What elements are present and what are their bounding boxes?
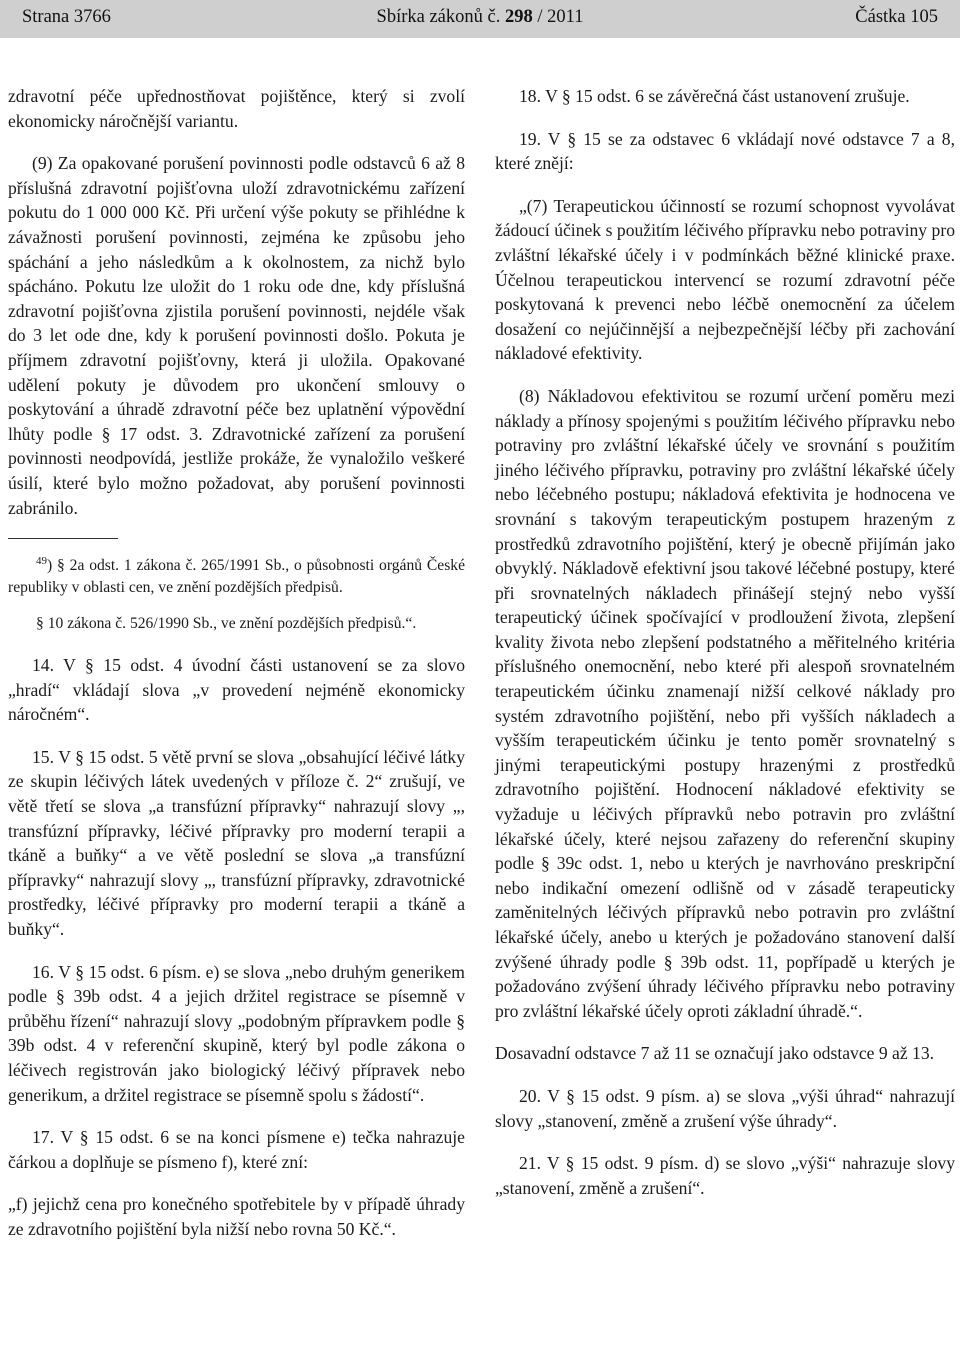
right-column bbox=[495, 84, 955, 1200]
left-column bbox=[8, 84, 465, 1242]
point-14: 14. V § 15 odst. 4 úvodní části ustanovení se za slovo „hradí“ vkládají slova „v provedení nejméně ekonomicky náročném“. bbox=[8, 655, 465, 725]
point-17-letter-f: „f) jejichž cena pro konečného spotřebitele by v případě úhrady ze zdravotního pojištění byla nižší nebo rovna 50 Kč.“. bbox=[8, 1194, 465, 1239]
page-header bbox=[0, 0, 960, 38]
law-year: / 2011 bbox=[537, 7, 584, 27]
point-15: 15. V § 15 odst. 5 větě první se slova „obsahující léčivé látky ze skupin léčivých látek uvedených v příloze č. 2“ zrušují, ve větě třetí se slova „a transfúzní přípravky“ nahrazují slovy „, transfúzní přípravky, léčivé přípravky pro moderní terapii a tkáně a buňky“ a ve větě poslední se slova „a transfúzní přípravky“ nahrazují slovy „, transfúzní přípravky, zdravotnické prostředky, léčivé přípravky pro moderní terapii a tkáně a buňky“. bbox=[8, 746, 465, 940]
paragraph-continuation: zdravotní péče upřednostňovat pojištěnce, který si zvolí ekonomicky náročnější variantu. bbox=[8, 86, 465, 131]
collection-label: Sbírka zákonů č. bbox=[376, 7, 501, 27]
collection-title bbox=[0, 7, 960, 28]
footnote-marker: 49 bbox=[36, 554, 47, 567]
paragraph-9: (9) Za opakované porušení povinnosti podle odstavců 6 až 8 příslušná zdravotní pojišťovna uloží zdravotnickému zařízení pokutu do 1 000 000 Kč. Při určení výše pokuty se přihlédne k závažnosti porušení povinnosti, zejména ke způsobu jeho spáchání a jeho následkům a k okolnostem, za nichž bylo spácháno. Pokutu lze uložit do 1 roku ode dne, kdy příslušná zdravotní pojišťovna zjistila porušení povinnosti, nejdéle však do 3 let ode dne, kdy k porušení povinnosti došlo. Pokuta je příjmem zdravotní pojišťovny, která ji uložila. Opakované udělení pokuty je důvodem pro ukončení smlouvy o poskytování a úhradě zdravotní péče bez uplatnění výpovědní lhůty podle § 17 odst. 3. Zdravotnické zařízení za porušení povinnosti neodpovídá, jestliže prokáže, že vynaložilo veškeré úsilí, které bylo možno požadovat, aby porušení povinnosti zabránilo. bbox=[8, 153, 465, 518]
point-19: 19. V § 15 se za odstavec 6 vkládají nové odstavce 7 a 8, které znějí: bbox=[495, 128, 955, 174]
law-number: 298 bbox=[504, 7, 533, 27]
part-number: Částka 105 bbox=[855, 7, 938, 27]
renumbering-note: Dosavadní odstavce 7 až 11 se označují jako odstavce 9 až 13. bbox=[495, 1043, 935, 1064]
page-number: Strana 3766 bbox=[22, 7, 111, 27]
point-20: 20. V § 15 odst. 9 písm. a) se slova „výši úhrad“ nahrazují slovy „stanovení, změně a zrušení výše úhrady“. bbox=[495, 1085, 955, 1131]
paragraph-8: (8) Nákladovou efektivitou se rozumí určení poměru mezi náklady a přínosy spojenými s použitím léčivého přípravku nebo potraviny pro zvláštní lékařské účely ve srovnání s použitím jiného léčivého přípravku, potraviny pro zvláštní lékařské účely nebo léčebného postupu; nákladová efektivita je hodnocena ve srovnání s takovým terapeutickým postupem hrazeným z prostředků zdravotního pojištění, který je obecně přijímán jako obvyklý. Nákladově efektivní jsou takové léčebné postupy, které při srovnatelných nákladech přinášejí stejný nebo vyšší terapeutický účinek spočívající v prodloužení života, zlepšení kvality života nebo zlepšení podstatného a měřitelného kritéria příslušného onemocnění, nebo které při alespoň srovnatelném terapeutickém účinku znamenají nižší celkové náklady pro systém zdravotního pojištění, nebo při vyšších nákladech a vyšším terapeutickém účinku je tento poměr srovnatelný s jinými terapeutickými postupy hrazenými z prostředků zdravotního pojištění. Hodnocení nákladové efektivity se vyžaduje u léčivých přípravků nebo potravin pro zvláštní lékařské účely, které nejsou zařazeny do referenční skupiny podle § 39c odst. 1, nebo u kterých je navrhováno preskripční nebo indikační omezení odlišně od v zásadě terapeuticky zaměnitelných léčivých přípravků nebo potravin pro zvláštní lékařské účely, anebo u kterých je požadováno stanovení další zvýšené úhrady podle § 39b odst. 11, popřípadě u kterých je požadováno zvýšení úhrady léčivého přípravku nebo potraviny pro zvláštní lékařské účely oproti základní úhradě.“. bbox=[495, 385, 955, 1021]
point-16: 16. V § 15 odst. 6 písm. e) se slova „nebo druhým generikem podle § 39b odst. 4 a jejich držitel registrace se písemně v průběhu řízení“ nahrazují slovy „podobným přípravkem podle § 39b odst. 4 v referenční skupině, který byl podle zákona o léčivech registrován jako biologický léčivý přípravek nebo generikum, a držitel registrace se písemně spolu s žádostí“. bbox=[8, 961, 465, 1105]
point-21: 21. V § 15 odst. 9 písm. d) se slovo „výši“ nahrazuje slovy „stanovení, změně a zrušení“. bbox=[495, 1153, 955, 1198]
footnote-49-text: ) § 2a odst. 1 zákona č. 265/1991 Sb., o působnosti orgánů České republiky v oblasti cen, ve znění pozdějších předpisů. bbox=[8, 557, 465, 597]
point-17: 17. V § 15 odst. 6 se na konci písmene e) tečka nahrazuje čárkou a doplňuje se písmeno f), které zní: bbox=[8, 1127, 465, 1172]
footnote-49 bbox=[8, 555, 465, 599]
footnote-divider bbox=[8, 538, 118, 539]
footnote-continuation: § 10 zákona č. 526/1990 Sb., ve znění pozdějších předpisů.“. bbox=[36, 615, 417, 633]
point-18: 18. V § 15 odst. 6 se závěrečná část ustanovení zrušuje. bbox=[519, 86, 910, 106]
paragraph-7: „(7) Terapeutickou účinností se rozumí schopnost vyvolávat žádoucí účinek s použitím léčivého přípravku nebo potraviny pro zvláštní lékařské účely i v podmínkách běžné klinické praxe. Účelnou terapeutickou intervencí se rozumí zdravotní péče poskytovaná k prevenci nebo léčbě onemocnění za účelem dosažení co nejúčinnější a nejbezpečnější léčby při zachování nákladové efektivity. bbox=[495, 195, 955, 364]
